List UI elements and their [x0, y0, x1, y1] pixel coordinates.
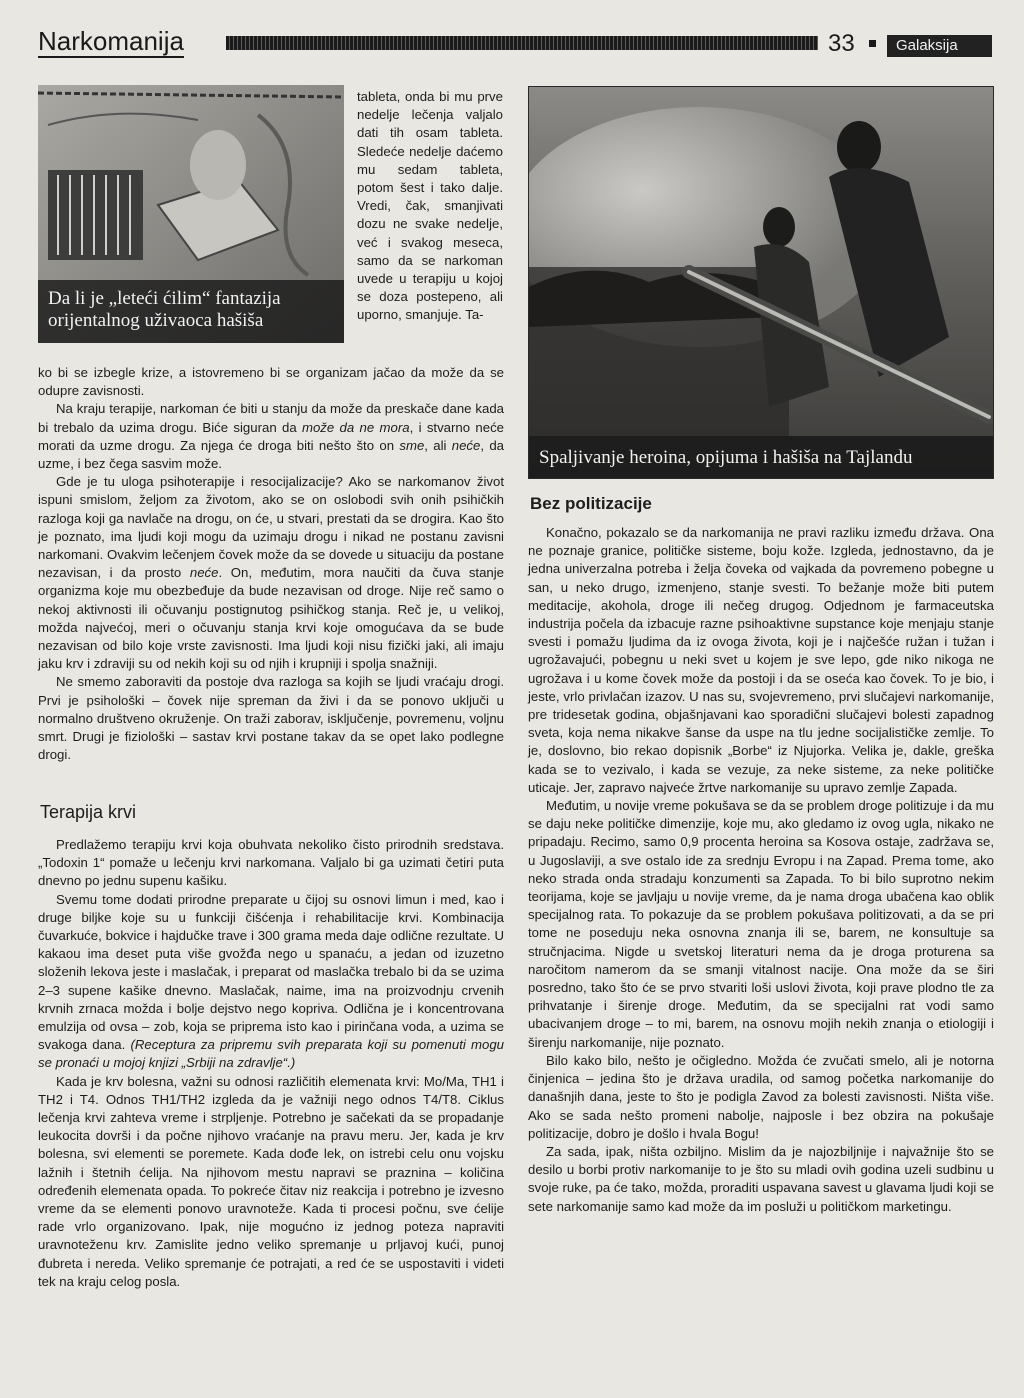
- p2-text-a: Na kraju terapije, narkoman će biti u stanju da može da preskače dane kada bi trebalo da uzima drogu. Biće siguran da: [38, 401, 504, 435]
- left-paragraph-4: Ne smemo zaboraviti da postoje dva razloga sa kojih se ljudi vraćaju drogi. Prvi je psihološki – čovek nije spreman da živi i da se ponovo uključi u normalno društveno okruženje. On traži zaborav, isključenje, povremenu, voljnu smrt. Drugi je fiziološki – sastav krvi postane takav da se opet lako podlegne drogi.: [38, 674, 504, 763]
- terapija-paragraph-3: Kada je krv bolesna, važni su odnosi različitih elemenata krvi: Mo/Ma, TH1 i TH2 i T4. Odnos TH1/TH2 izgleda da je važniji nego odnos T4/T8. Ciklus lečenja krvi zahteva vreme i strpljenje. Potrebno je sačekati da se propadanje leukocita dovrši i da počne njihovo vraćanje na pravu meru. Jer, kada je krv bolesna, svi elementi se poremete. Kada dođe lek, on istrebi celu onu vojsku lažnih i štetnih ćelija. Na njihovom mestu napravi se praznina – količina određenih elemenata opada. To pokreće čitav niz reakcija i potrebno je izvesno vreme da se elementi ponovo uravnoteže. Kada ti procesi počnu, sve ćelije rade vrlo organizovano. Ipak, nije mogućno iz jednog poteza napraviti uravnoteženu krv. Zamislite jedno veliko spremanje u prljavoj kući, punoj đubreta i nereda. Veliko spremanje će potrajati, a red će se uspostaviti i videti tek na kraju celog posla.: [38, 1073, 504, 1289]
- p2-italic-c: neće: [451, 437, 481, 453]
- p3-italic: neće: [189, 565, 219, 581]
- header-bullet: [869, 40, 876, 47]
- p2-text-c: , ali: [424, 437, 452, 453]
- subhead-bez-politizacije: Bez politizacije: [530, 494, 652, 513]
- header-rule: [226, 36, 818, 50]
- magazine-badge: Galaksija: [887, 35, 992, 57]
- terapija-section: [38, 836, 504, 1291]
- left-paragraph-1: ko bi se izbegle krize, a istovremeno bi se organizam jačao da može da se odupre zavisnosti.: [38, 365, 504, 399]
- terapija-paragraph-1: Predlažemo terapiju krvi koja obuhvata nekoliko čisto prirodnih sredstava. „Todoxin 1“ pomaže u lečenju krvi narkomana. Valjalo bi ga uzimati četiri puta dnevno po jednu supenu kašiku.: [38, 837, 504, 889]
- right-paragraph-3: Bilo kako bilo, nešto je očigledno. Možda će zvučati smelo, ali je notorna činjenica – jedina što je država uradila, od samog početka narkomanije do današnjih dana, jeste to što je podigla Zavod za bolesti zavisnosti. Ništa više. Ako se sada nešto promeni nabolje, najposle i bez obzira na pokušaje politizacije, dobro je došlo i hvala Bogu!: [528, 1052, 994, 1141]
- terapija-p2-italic: (Receptura za pripremu svih preparata koji su pomenuti mogu se pronaći u mojoj knjizi „Srbiji na zdravlje“.): [38, 1037, 504, 1071]
- left-paragraph-2: [38, 400, 504, 473]
- terapija-p2-text: Svemu tome dodati prirodne preparate u čijoj su osnovi limun i med, kao i druge biljke koje su u funkciji čišćenja i rehabilitacije krvi. Kombinacija čuvarkuće, bokvice i hajdučke trave i 300 grama meda daje odlične rezultate. U kakaou ima deset puta više gvožđa nego u spanaću, a jedan od izuzetno složenih lekova jeste i maslačak, i preparat od maslačka trebalo bi da se uzima 2–3 supene kašike dnevno. Maslačak, naime, ima na proizvodnju crvenih krvnih zrnaca možda i bolje dejstvo nego kopriva. Odlična je i koncentrovana emulzija od ovsa – zob, koja se priprema isto kao i pirinčana voda, a uzima se svakoga dana.: [38, 891, 504, 1053]
- narrow-paragraph: tableta, onda bi mu prve nedelje lečenja valjalo dati tih osam tableta. Sledeće nedelje daćemo mu sedam tableta, potom šest i tako dalje. Vredi, čak, smanjivati dozu ne svake nedelje, već i svakog meseca, samo da se narkoman uvede u terapiju u kojoj se doza postepeno, ali uporno, smanjuje. Ta-: [357, 89, 503, 323]
- article-narrow-column: [357, 88, 503, 325]
- p3-text-b: . On, međutim, mora naučiti da čuva stanje organizma koje mu obezbeđuje da bude nezavisan od droge. Nije reč samo o nekoj aktivnosti ili očuvanju postignutog psihičkog stanja. Reč je, u velikoj, možda najvećoj, meri o očuvanju stanja krvi koje omogućava da se bude nezavisan od bilo koje vrste zavisnosti. Ima ljudi koji nisu fizički jaki, ali imaju jaku krv i zdraviji su od nekih koji su od njih i krupniji i spolja snažniji.: [38, 565, 505, 672]
- burning-photo: [528, 86, 994, 479]
- right-photo-caption: Spaljivanje heroina, opijuma i hašiša na Tajlandu: [529, 436, 994, 479]
- right-paragraph-1: Konačno, pokazalo se da narkomanija ne pravi razliku između država. Ona ne poznaje granice, političke sisteme, boju kože. Izgleda, jednostavno, da je jedna univerzalna potreba i želja čoveka od vajkada da povremeno pobegne u san, u neko drugo, izmenjeno, stanje svesti. To bežanje može biti putem meditacije, akohola, droge ili nečeg drugog. Odjednom je farmaceutska industrija počela da izbacuje razne psihoaktivne supstance koje menjaju stanje svesti i pomažu ljudima da iz ovoga života, koji je i najčešće ružan i tužan i ugrožavajući, pobegnu u neki svet u kojem je sve lepo, gde niko nikoga ne ugrožava i u kome čovek može da postoji i da se oseća kao čovek. To je bio, i jeste, vrlo privlačan izazov. U nas su, svojevremeno, prvi slučajevi narkomanije, pre tridesetak godina, objašnjavani kao sporadični slučajevi bolesti zapadnog sveta, koja nema nikakve šanse da uspe na tlu jedne socijalističke zemlje. To je, doslovno, bio rekao dopisnik „Borbe“ iz Njujorka. Velika je, dakle, greška kada se to vezivalo, i kada se vezuje, za neke sisteme, za neke političke uticaje. Jer, zapravo najveće žrtve narkomanije su upravo zemlje Zapada.: [528, 525, 994, 795]
- right-paragraph-2: Međutim, u novije vreme pokušava se da se problem droge politizuje i da mu se daju neke političke dimenzije, koje mu, ako gledamo iz ovog ugla, nikako ne pripadaju. Recimo, samo 0,9 procenta heroina sa Kosova ostaje, zadržava se, u Jugoslaviji, a sve ostalo ide za srednju Evropu i na Zapad. Prema tome, ako neko strada onda stradaju konzumenti sa Zapada. To bi bilo suprotno nekim teorijama, koje se javljaju u novije vreme, da je nama droga ubačena kao oblik specijalnog rata. To pokazuje da se problem pokušava politizovati, a da se pri tome ne poseduju neka osnovna znanja ili se, barem, ne konsultuje sa stručnjacima. Nigde u svetskoj literaturi nema da je droga proturena sa naročitom namerom da se smanji vitalnost nacije. Ona može da se širi posredno, tako što će se prvo stvariti loši uslovi života, koji prave plodno tle za prihvatanje i širenje droge. Međutim, da se specijalni rat vodi samo ubacivanjem droge – to mi, barem, na osnovu mojih nekih znanja o etiologiji i širenju narkomanije, nije poznato.: [528, 798, 994, 1050]
- carpet-photo: [38, 85, 344, 343]
- subhead-terapija-krvi: Terapija krvi: [40, 802, 137, 822]
- article-left-column: [38, 364, 504, 764]
- p3-text-a: Gde je tu uloga psihoterapije i resocijalizacije? Ako se narkomanov život ispuni smislom, željom za životom, ako se on oslobodi svih onih psihičkih razloga koji ga navlače na drogu, on će, u stvari, prestati da se drogira. Kao što je poznato, ima ljudi koji mogu da uzimaju drogu i nikad ne postanu zavisni narkomani. Ovakvim lečenjem čovek može da se dovede u situaciju da postane nezavisan, i da prosto: [38, 474, 504, 581]
- p2-text-b: , i stvarno neće morati da uzme drogu. Za njega će droga biti nešto što on: [38, 419, 504, 453]
- burning-photo-graphic: [529, 87, 994, 479]
- p2-text-d: , da uzme, i bez čega sasvim može.: [38, 437, 505, 472]
- p2-italic-a: može da ne mora: [301, 419, 410, 435]
- left-paragraph-3: [38, 473, 504, 673]
- right-paragraph-4: Za sada, ipak, ništa ozbiljno. Mislim da je najozbiljnije i najvažnije što se desilo u borbi protiv narkomanije to je što su mladi ovih godina uzeli sudbinu u svoje ruke, pa će tako, možda, proraditi uspavana savest u glavama ljudi koji se sete narkomanije samo kad može da im posluži u političkom marketingu.: [528, 1143, 994, 1214]
- left-photo-caption: Da li je „leteći ćilim“ fantazija orijentalnog uživaoca hašiša: [38, 280, 344, 343]
- article-right-column: [528, 524, 994, 1216]
- page-number: 33: [828, 30, 855, 57]
- terapija-paragraph-2: [38, 891, 504, 1073]
- p2-italic-b: sme: [399, 437, 425, 453]
- section-title: Narkomanija: [38, 26, 184, 56]
